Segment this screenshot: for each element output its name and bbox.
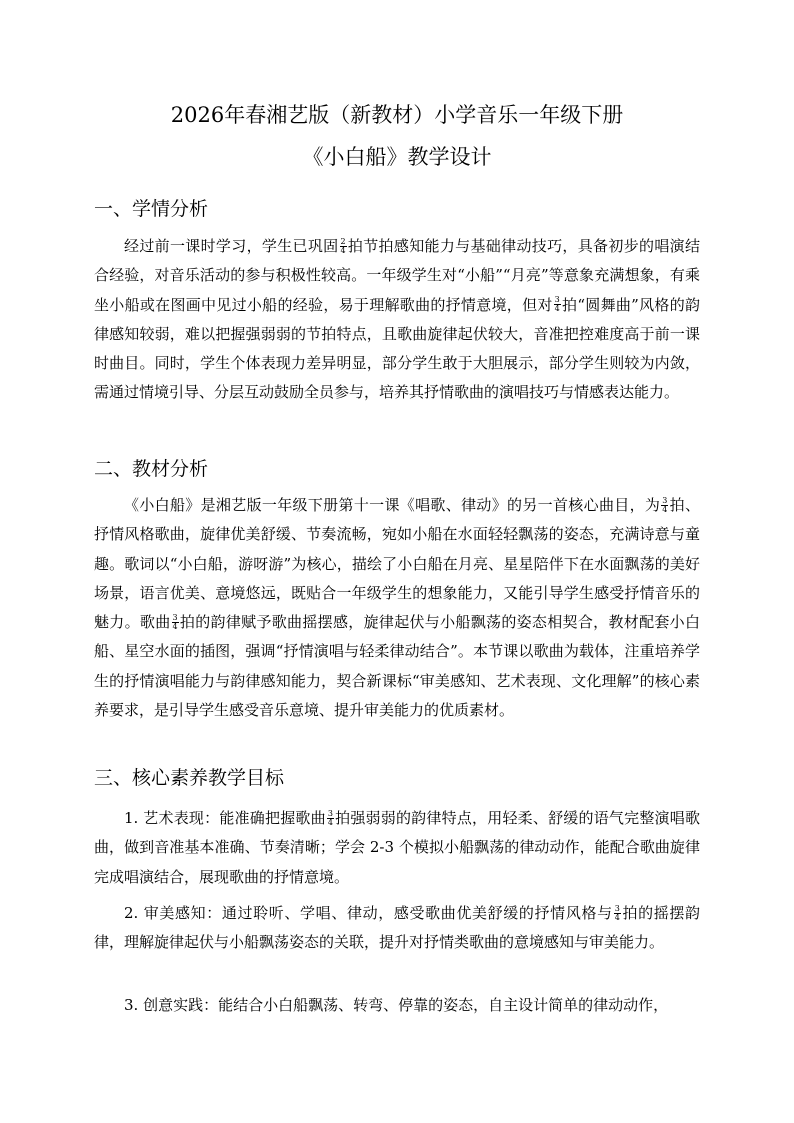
paragraph-textbook-analysis — [94, 491, 700, 725]
paragraph-text: 3. 创意实践：能结合小白船飘荡、转弯、停靠的姿态，自主设计简单的律动动作， — [124, 996, 669, 1014]
paragraph-text: 经过前一课时学习，学生已巩固 — [124, 237, 339, 255]
section-heading-textbook-analysis: 二、教材分析 — [94, 458, 209, 480]
paragraph-text: 拍节拍感知能力与基础律动技巧，具备初步的唱演结合经验，对音乐活动的参与积极性较高。一年级学生对“小船”“月亮”等意象充满想象，有乘坐小船或在图画中见过小船的经验，易于理解歌曲的抒情意境，但对 — [94, 237, 700, 314]
section-heading-learner-analysis: 一、学情分析 — [94, 198, 209, 220]
paragraph-text: 拍的摇摆韵律，理解旋律起伏与小船飘荡姿态的关联，提升对抒情类歌曲的意境感知与审美能力。 — [94, 904, 700, 952]
paragraph-text: 拍、抒情风格歌曲，旋律优美舒缓、节奏流畅，宛如小船在水面轻轻飘荡的姿态，充满诗意与童趣。歌词以“小白船，游呀游”为核心，描绘了小白船在月亮、星星陪伴下在水面飘荡的美好场景，语言优美、意境悠远，既贴合一年级学生的想象能力，又能引导学生感受抒情音乐的魅力。歌曲 — [94, 496, 700, 632]
document-title-line-1: 2026年春湘艺版（新教材）小学音乐一年级下册 — [170, 103, 624, 127]
fraction-denominator: 4 — [554, 304, 560, 314]
paragraph-text: 拍强弱弱的韵律特点，用轻柔、舒缓的语气完整演唱歌曲，做到音准基本准确、节奏清晰；学会 2-3 个模拟小船飘荡的律动动作，能配合歌曲旋律完成唱演结合，展现歌曲的抒情意境。 — [94, 809, 700, 886]
document-title-line-2: 《小白船》教学设计 — [302, 145, 492, 169]
time-signature-fraction — [554, 296, 561, 313]
fraction-numerator: 3 — [662, 495, 668, 505]
fraction-denominator: 4 — [340, 245, 346, 255]
fraction-numerator: 3 — [327, 808, 333, 818]
fraction-numerator: 3 — [614, 903, 620, 913]
fraction-denominator: 4 — [172, 621, 178, 631]
paragraph-goal-aesthetic-perception — [94, 899, 700, 958]
fraction-denominator: 4 — [614, 912, 620, 922]
paragraph-text: 拍“圆舞曲”风格的韵律感知较弱，难以把握强弱弱的节拍特点，且歌曲旋律起伏较大，音准把控难度高于前一课时曲目。同时，学生个体表现力差异明显，部分学生敢于大胆展示，部分学生则较为内敛，需通过情境引导、分层互动鼓励全员参与，培养其抒情歌曲的演唱技巧与情感表达能力。 — [94, 295, 700, 402]
paragraph-text: 1. 艺术表现：能准确把握歌曲 — [124, 809, 326, 827]
fraction-denominator: 4 — [662, 504, 668, 514]
time-signature-fraction — [172, 614, 179, 631]
time-signature-fraction — [327, 810, 334, 827]
time-signature-fraction — [340, 238, 347, 255]
paragraph-text: 《小白船》是湘艺版一年级下册第十一课《唱歌、律动》的另一首核心曲目，为 — [124, 496, 661, 514]
time-signature-fraction — [614, 905, 621, 922]
fraction-numerator: 3 — [172, 612, 178, 622]
paragraph-learner-analysis — [94, 232, 700, 408]
fraction-numerator: 3 — [554, 295, 560, 305]
paragraph-goal-artistic-expression — [94, 804, 700, 892]
paragraph-goal-creative-practice — [94, 991, 700, 1020]
paragraph-text: 2. 审美感知：通过聆听、学唱、律动，感受歌曲优美舒缓的抒情风格与 — [124, 904, 613, 922]
section-heading-core-goals: 三、核心素养教学目标 — [94, 767, 285, 789]
paragraph-text: 拍的韵律赋予歌曲摇摆感，旋律起伏与小船飘荡的姿态相契合，教材配套小白船、星空水面的插图，强调“抒情演唱与轻柔律动结合”。本节课以歌曲为载体，注重培养学生的抒情演唱能力与韵律感知能力，契合新课标“审美感知、艺术表现、文化理解”的核心素养要求，是引导学生感受音乐意境、提升审美能力的优质素材。 — [94, 613, 700, 720]
fraction-numerator: 2 — [340, 236, 346, 246]
fraction-denominator: 4 — [327, 817, 333, 827]
time-signature-fraction — [661, 497, 668, 514]
